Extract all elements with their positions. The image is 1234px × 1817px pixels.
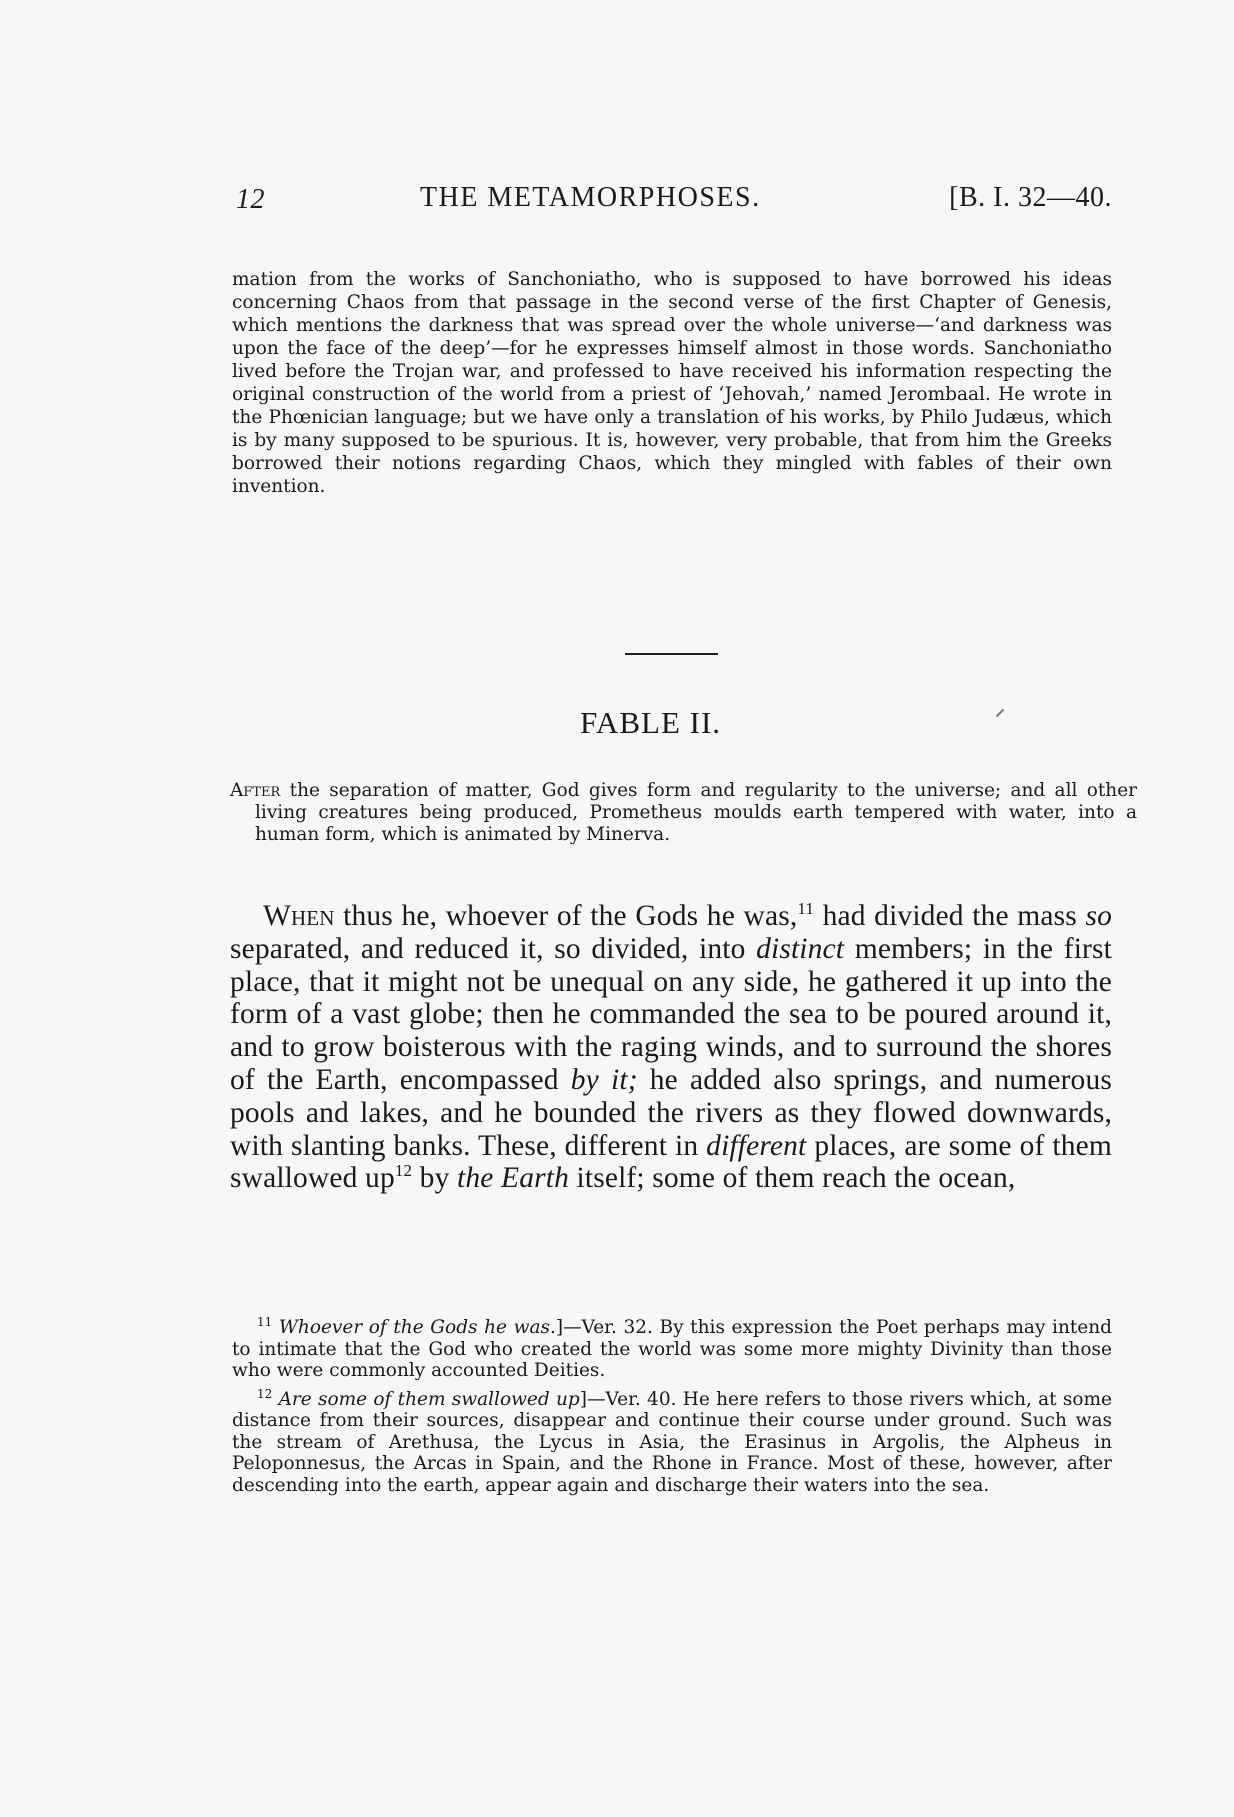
main-text-italic: the Earth <box>457 1162 569 1195</box>
main-text-segment: separated, and reduced it, so divided, into <box>230 932 757 965</box>
main-text-segment: by <box>412 1162 458 1195</box>
main-text-segment: he added also springs, and numerous pools and lakes, and he bounded the rivers as they flowed downwards, with slanting banks. These, different in <box>230 1063 1112 1162</box>
main-text-italic: distinct <box>756 932 845 965</box>
fable-title: FABLE II. <box>580 705 722 740</box>
main-text-segment: thus he, whoever of the Gods he was, <box>334 900 798 932</box>
intro-paragraph: mation from the works of Sanchoniatho, who is supposed to have borrowed his ideas concerning Chaos from that passage in the second verse of the first Chapter of Genesis, which mentions the darkness that was spread over the whole universe—‘and darkness was upon the face of the deep’—for he expresses himself almost in those words. Sanchoniatho lived before the Trojan war, and professed to have received his information respecting the original construction of the world from a priest of ‘Jehovah,’ named Jerombaal. He wrote in the Phœnician language; but we have only a translation of his works, by Philo Judæus, which is by many supposed to be spurious. It is, however, very probable, that from him the Greeks borrowed their notions regarding Chaos, which they mingled with fables of their own invention. <box>232 269 1112 497</box>
footnote-lemma: Whoever of the Gods he was. <box>278 1317 556 1338</box>
footnote-lemma: Are some of them swallowed up <box>278 1388 580 1410</box>
footnote-text: ]—Ver. 32. By this expression the Poet perhaps may intend to intimate that the God who created the world was some more mighty Divinity than those who were commonly accounted Deities. <box>232 1317 1112 1381</box>
running-header <box>232 182 1112 218</box>
footnote <box>232 1314 1112 1382</box>
main-text-italic: different <box>706 1129 807 1162</box>
main-text-segment: itself; some of them reach the ocean, <box>568 1162 1016 1195</box>
footnotes <box>232 1314 1112 1503</box>
main-text-segment: members; in the first place, that it might not be unequal on any side, he gathered it up into the form of a vast globe; then he commanded the sea to be poured around it, and to grow boisterous with the raging winds, and to surround the shores of the Earth, encompassed <box>230 932 1113 1096</box>
footnote-reference[interactable]: 12 <box>394 1161 413 1181</box>
main-text-italic: by it; <box>570 1063 638 1096</box>
main-text-segment: had divided the mass <box>814 900 1086 932</box>
pencil-mark <box>996 709 1004 717</box>
fable-argument <box>230 780 1137 846</box>
footnote-text: ]—Ver. 40. He here refers to those rivers which, at some distance from their sources, disappear and continue their course under ground. Such was the stream of Arethusa, the Lycus in Asia, the Erasinus in Argolis, the Alpheus in Peloponnesus, the Arcas in Spain, and the Rhone in France. Most of these, however, after descending into the earth, appear again and discharge their waters into the sea. <box>232 1388 1112 1496</box>
argument-lead-word: After <box>230 780 281 801</box>
running-title: THE METAMORPHOSES. <box>420 182 761 213</box>
footnote-reference[interactable]: 11 <box>797 899 815 919</box>
page-number: 12 <box>236 184 265 215</box>
main-text-lead-word: When <box>263 900 335 932</box>
section-divider <box>625 653 718 655</box>
main-text-italic: so <box>1085 900 1112 932</box>
main-text <box>230 900 1112 1195</box>
footnote-marker: 12 <box>257 1386 273 1401</box>
section-reference: [B. I. 32—40. <box>949 182 1112 213</box>
footnote-marker: 11 <box>257 1314 273 1329</box>
footnote <box>232 1386 1112 1497</box>
argument-text: the separation of matter, God gives form and regularity to the universe; and all other living creatures being produced, Prometheus moulds earth tempered with water, into a human form, which is animated by Minerva. <box>255 780 1137 845</box>
main-text-segment: places, are some of them swallowed up <box>230 1129 1112 1195</box>
